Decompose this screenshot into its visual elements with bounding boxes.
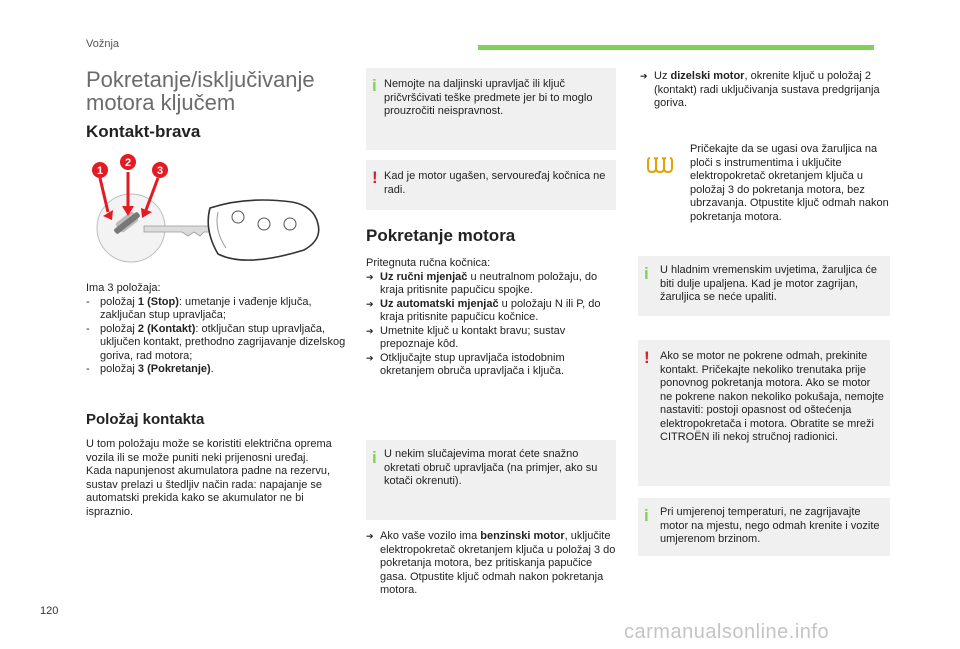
step-text: Uz xyxy=(654,70,671,82)
info-box-cold xyxy=(638,256,890,316)
list-dash: - xyxy=(86,322,90,335)
step-text: , uključite elektropokretač okretanjem ključa u položaj 3 do pokretanja motora, bez pritiskanja papučice gasa. Otpustite ključ odmah nakon pokretanja motora. xyxy=(380,530,616,596)
petrol-engine-step xyxy=(366,530,616,598)
position-text: položaj xyxy=(100,363,138,375)
position-desc: : umetanje i vađenje ključa, zaključan stup upravljača; xyxy=(100,295,312,321)
position-desc: : otključan stup upravljača, uključen kontakt, prethodno zagrijavanje dizelskog goriva, rad motora; xyxy=(100,322,346,362)
start-steps-block xyxy=(366,257,616,379)
list-dash: - xyxy=(86,295,90,308)
info-icon: i xyxy=(644,506,649,525)
warning-box-brakes xyxy=(366,160,616,210)
arrow-icon: ➔ xyxy=(366,531,374,541)
position-item xyxy=(86,323,348,364)
positions-intro: Ima 3 položaja: xyxy=(86,282,161,294)
key-illustration xyxy=(86,150,358,274)
glow-plug-icon xyxy=(646,150,676,180)
illustration-label-2: 2 xyxy=(124,157,132,169)
glow-plug-text: Pričekajte da se ugasi ova žaruljica na ploči s instrumentima i uključite elektropokretač okretanjem ključa u položaj 3 do pokretanja motora, bez ubrzavanja. Otpustite ključ odmah nakon pokretanja motora. xyxy=(690,143,889,223)
step-text: Otključajte stup upravljača istodobnim okretanjem obruča upravljača i ključa. xyxy=(380,351,565,377)
warning-box-no-start xyxy=(638,340,890,486)
heading-ignition-switch: Kontakt-brava xyxy=(86,122,201,141)
step-text: u položaju N ili P, do kraja pritisnite papučicu kočnice. xyxy=(380,297,601,323)
heading-contact-position: Položaj kontakta xyxy=(86,411,205,428)
info-icon: i xyxy=(372,448,377,467)
page-title xyxy=(86,68,356,114)
step-bold: Uz ručni mjenjač xyxy=(380,270,468,283)
contact-position-text: U tom položaju može se koristiti električna oprema vozila ili se može puniti neki prijenosni uređaj. Kada napunjenost akumulatora padne na rezervu, sustav prelazi u štedljiv način rada: napajanje se automatski prekida kako se akumulator ne bi ispraznio. xyxy=(86,438,332,518)
warning-box-text: Ako se motor ne pokrene odmah, prekinite kontakt. Pričekajte nekoliko trenutaka prije ponovnog pokretanja motora. Ako se motor ne pokrene nakon nekoliko pokušaja, nemojte nastaviti: postoji opasnost od oštećenja elektropokretača i motora. Obratite se mreži CITROËN ili nekoj stručnoj radionici. xyxy=(660,350,884,443)
arrow-icon: ➔ xyxy=(366,325,374,336)
step-text: , okrenite ključ u položaj 2 (kontakt) radi uključivanja sustava predgrijanja goriva. xyxy=(654,70,880,109)
watermark: carmanualsonline.info xyxy=(624,621,830,643)
position-text: položaj xyxy=(100,295,138,308)
info-box-warm xyxy=(638,498,890,556)
step-bold: dizelski motor xyxy=(670,70,745,82)
step-text: Ako vaše vozilo ima xyxy=(380,530,481,542)
position-desc: . xyxy=(210,363,214,375)
arrow-icon: ➔ xyxy=(640,71,648,81)
arrow-icon: ➔ xyxy=(366,298,374,309)
diesel-engine-step xyxy=(640,70,890,111)
info-icon: i xyxy=(644,264,649,283)
info-box-text: U hladnim vremenskim uvjetima, žaruljica će biti dulje upaljena. Kad je motor zagrijan, žaruljica se neće upaliti. xyxy=(660,264,878,303)
start-intro: Pritegnuta ručna kočnica: xyxy=(366,257,491,269)
info-box-remote xyxy=(366,68,616,150)
step-bold: benzinski motor xyxy=(480,530,565,542)
position-item xyxy=(86,363,348,377)
info-icon: i xyxy=(372,76,377,95)
info-box-text: U nekim slučajevima morat ćete snažno okretati obruč upravljača (na primjer, ako su kotači okrenuti). xyxy=(384,448,598,487)
step-text: u neutralnom položaju, do kraja pritisnite papučicu spojke. xyxy=(380,270,598,296)
position-name: 3 (Pokretanje) xyxy=(137,363,211,375)
position-name: 1 (Stop) xyxy=(137,295,179,308)
step-bold: Uz automatski mjenjač xyxy=(380,297,499,310)
warning-box-text: Kad je motor ugašen, servoureďaj kočnica ne radi. xyxy=(384,170,606,196)
start-step xyxy=(366,352,616,379)
info-box-text: Pri umjerenoj temperaturi, ne zagrijavajte motor na mjestu, nego odmah krenite i vozite umjerenom brzinom. xyxy=(660,506,880,545)
start-step xyxy=(366,271,616,298)
positions-block xyxy=(86,282,348,377)
info-box-steering xyxy=(366,440,616,520)
header-accent-bar xyxy=(478,45,874,50)
arrow-icon: ➔ xyxy=(366,271,374,282)
page-title-line-1: Pokretanje/isključivanje xyxy=(86,67,315,92)
illustration-label-1: 1 xyxy=(96,165,104,177)
info-box-text: Nemojte na daljinski upravljač ili ključ pričvršćivati teške predmete jer bi to moglo prouzročiti neispravnost. xyxy=(384,78,593,117)
warning-icon: ! xyxy=(372,168,378,187)
start-step xyxy=(366,298,616,325)
section-label: Vožnja xyxy=(86,38,120,50)
position-item xyxy=(86,296,348,323)
arrow-icon: ➔ xyxy=(366,352,374,363)
position-text: položaj xyxy=(100,322,138,335)
start-step xyxy=(366,325,616,352)
warning-icon: ! xyxy=(644,348,650,367)
page-number: 120 xyxy=(40,605,59,617)
position-name: 2 (Kontakt) xyxy=(137,322,196,335)
list-dash: - xyxy=(86,363,90,375)
illustration-label-3: 3 xyxy=(156,165,164,177)
step-text: Umetnite ključ u kontakt bravu; sustav prepoznaje kôd. xyxy=(380,324,566,350)
heading-engine-start: Pokretanje motora xyxy=(366,226,516,245)
page-title-line-2: motora ključem xyxy=(86,90,236,115)
